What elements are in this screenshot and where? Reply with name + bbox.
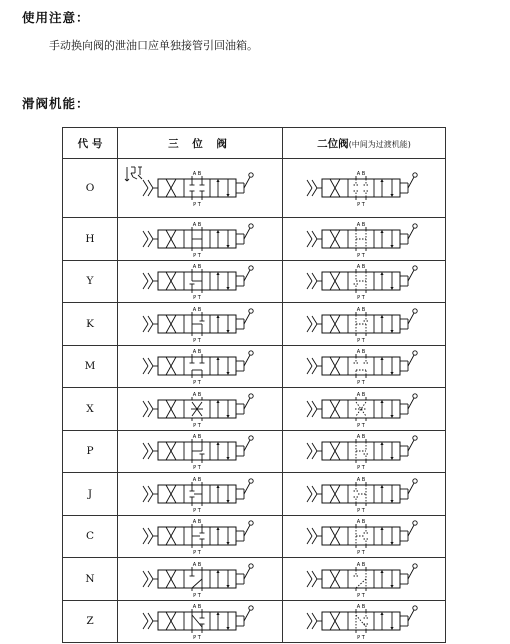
drain-port-note-icon bbox=[124, 165, 144, 185]
three-position-cell bbox=[118, 159, 283, 218]
port-label-ab: A B bbox=[356, 604, 366, 611]
j-function-symbol bbox=[140, 474, 260, 514]
port-label-ab: A B bbox=[192, 171, 202, 177]
port-label-pt: P T bbox=[193, 422, 201, 429]
header-code: 代 号 bbox=[63, 128, 118, 159]
port-label-pt: P T bbox=[357, 635, 365, 642]
table-row bbox=[63, 515, 446, 558]
two-position-cell bbox=[283, 159, 446, 218]
port-label-pt: P T bbox=[357, 252, 365, 259]
three-position-cell bbox=[118, 430, 283, 473]
usage-note: 手动换向阀的泄油口应单独接管引回油箱。 bbox=[49, 39, 258, 52]
table-row bbox=[63, 473, 446, 516]
function-code: H bbox=[63, 218, 118, 261]
z-function-symbol bbox=[140, 601, 260, 641]
port-label-ab: A B bbox=[356, 264, 366, 271]
port-label-pt: P T bbox=[193, 465, 201, 472]
y-function-symbol bbox=[140, 261, 260, 301]
port-label-ab: A B bbox=[192, 476, 202, 483]
three-position-cell bbox=[118, 473, 283, 516]
three-position-cell bbox=[118, 558, 283, 601]
two-position-cell bbox=[283, 430, 446, 473]
two-position-cell bbox=[283, 260, 446, 303]
port-label-pt: P T bbox=[193, 295, 201, 302]
m-function-symbol bbox=[304, 346, 424, 386]
port-label-pt: P T bbox=[193, 337, 201, 344]
function-code: C bbox=[63, 515, 118, 558]
port-label-ab: A B bbox=[192, 519, 202, 526]
spool-function-table bbox=[62, 127, 446, 643]
function-code: J bbox=[63, 473, 118, 516]
port-label-pt: P T bbox=[193, 507, 201, 514]
port-label-pt: P T bbox=[193, 202, 201, 208]
port-label-ab: A B bbox=[356, 434, 366, 441]
port-label-pt: P T bbox=[357, 550, 365, 557]
header-two-position-label: 二位阀 bbox=[317, 137, 349, 150]
port-label-ab: A B bbox=[192, 349, 202, 356]
function-code: X bbox=[63, 388, 118, 431]
table-row bbox=[63, 218, 446, 261]
o-function-symbol bbox=[304, 168, 424, 208]
two-position-cell bbox=[283, 558, 446, 601]
port-label-pt: P T bbox=[193, 550, 201, 557]
port-label-ab: A B bbox=[356, 221, 366, 228]
port-label-pt: P T bbox=[193, 592, 201, 599]
function-code: P bbox=[63, 430, 118, 473]
function-code: Z bbox=[63, 600, 118, 643]
port-label-pt: P T bbox=[357, 380, 365, 387]
two-position-cell bbox=[283, 600, 446, 643]
port-label-ab: A B bbox=[356, 306, 366, 313]
h-function-symbol bbox=[140, 219, 260, 259]
m-function-symbol bbox=[140, 346, 260, 386]
port-label-ab: A B bbox=[192, 604, 202, 611]
port-label-ab: A B bbox=[192, 306, 202, 313]
port-label-ab: A B bbox=[192, 264, 202, 271]
port-label-ab: A B bbox=[192, 391, 202, 398]
port-label-ab: A B bbox=[356, 171, 366, 177]
port-label-pt: P T bbox=[357, 465, 365, 472]
n-function-symbol bbox=[140, 559, 260, 599]
two-position-cell bbox=[283, 515, 446, 558]
table-row bbox=[63, 159, 446, 218]
table-row bbox=[63, 260, 446, 303]
usage-heading: 使用注意： bbox=[22, 10, 90, 25]
two-position-cell bbox=[283, 345, 446, 388]
port-label-pt: P T bbox=[193, 635, 201, 642]
j-function-symbol bbox=[304, 474, 424, 514]
y-function-symbol bbox=[304, 261, 424, 301]
header-two-position-note: (中间为过渡机能) bbox=[348, 139, 411, 149]
function-code: M bbox=[63, 345, 118, 388]
port-label-ab: A B bbox=[356, 391, 366, 398]
table-row bbox=[63, 600, 446, 643]
function-code: N bbox=[63, 558, 118, 601]
table-row bbox=[63, 303, 446, 346]
three-position-cell bbox=[118, 388, 283, 431]
two-position-cell bbox=[283, 473, 446, 516]
o-function-symbol bbox=[140, 168, 260, 208]
port-label-pt: P T bbox=[193, 252, 201, 259]
port-label-ab: A B bbox=[192, 434, 202, 441]
two-position-cell bbox=[283, 303, 446, 346]
port-label-pt: P T bbox=[357, 337, 365, 344]
three-position-cell bbox=[118, 303, 283, 346]
function-code: O bbox=[63, 159, 118, 218]
table-row bbox=[63, 345, 446, 388]
port-label-ab: A B bbox=[356, 349, 366, 356]
two-position-cell bbox=[283, 218, 446, 261]
function-code: Y bbox=[63, 260, 118, 303]
port-label-ab: A B bbox=[356, 561, 366, 568]
three-position-cell bbox=[118, 218, 283, 261]
n-function-symbol bbox=[304, 559, 424, 599]
z-function-symbol bbox=[304, 601, 424, 641]
function-code: K bbox=[63, 303, 118, 346]
c-function-symbol bbox=[304, 516, 424, 556]
c-function-symbol bbox=[140, 516, 260, 556]
h-function-symbol bbox=[304, 219, 424, 259]
port-label-ab: A B bbox=[192, 221, 202, 228]
table-row bbox=[63, 430, 446, 473]
x-function-symbol bbox=[140, 389, 260, 429]
port-label-ab: A B bbox=[192, 561, 202, 568]
k-function-symbol bbox=[304, 304, 424, 344]
three-position-cell bbox=[118, 515, 283, 558]
table-row bbox=[63, 558, 446, 601]
port-label-pt: P T bbox=[357, 592, 365, 599]
port-label-pt: P T bbox=[193, 380, 201, 387]
header-three-position: 三 位 阀 bbox=[118, 128, 283, 159]
functions-heading: 滑阀机能： bbox=[22, 96, 90, 111]
header-two-position bbox=[283, 128, 446, 159]
port-label-pt: P T bbox=[357, 422, 365, 429]
port-label-pt: P T bbox=[357, 295, 365, 302]
three-position-cell bbox=[118, 260, 283, 303]
two-position-cell bbox=[283, 388, 446, 431]
port-label-ab: A B bbox=[356, 519, 366, 526]
three-position-cell bbox=[118, 345, 283, 388]
port-label-ab: A B bbox=[356, 476, 366, 483]
x-function-symbol bbox=[304, 389, 424, 429]
table-row bbox=[63, 388, 446, 431]
k-function-symbol bbox=[140, 304, 260, 344]
table-header-row bbox=[63, 128, 446, 159]
port-label-pt: P T bbox=[357, 202, 365, 208]
port-label-pt: P T bbox=[357, 507, 365, 514]
p-function-symbol bbox=[140, 431, 260, 471]
three-position-cell bbox=[118, 600, 283, 643]
p-function-symbol bbox=[304, 431, 424, 471]
